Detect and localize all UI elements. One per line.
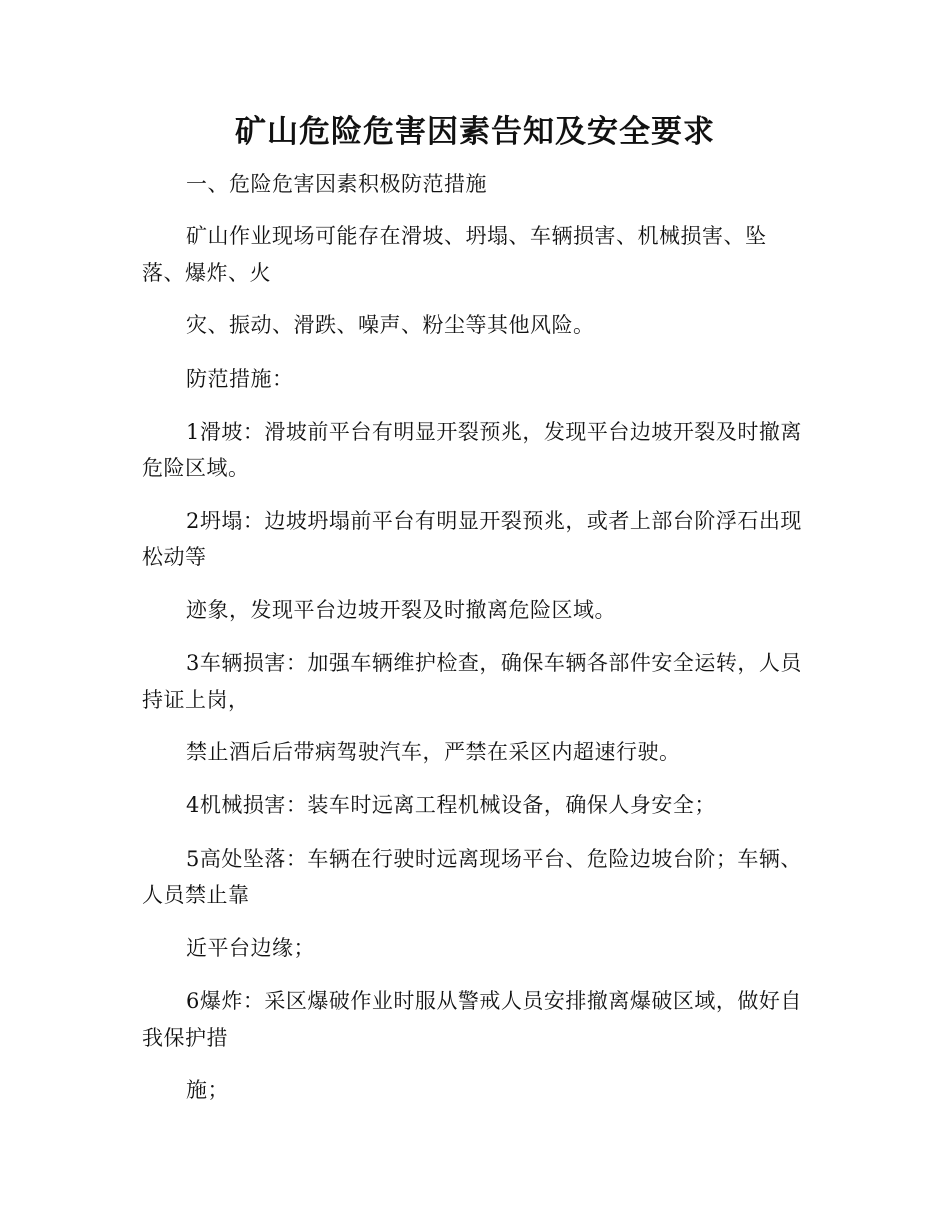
paragraph-line: 灾、振动、滑跌、噪声、粉尘等其他风险。: [186, 313, 595, 337]
paragraph-line: 危险区域。: [142, 456, 250, 480]
paragraph-line: 4机械损害：装车时远离工程机械设备，确保人身安全；: [186, 793, 716, 817]
section-heading: 一、危险危害因素积极防范措施: [186, 172, 487, 196]
paragraph-line: 我保护措: [142, 1026, 228, 1050]
paragraph-line: 近平台边缘；: [186, 936, 315, 960]
paragraph-line: 3车辆损害：加强车辆维护检查，确保车辆各部件安全运转，人员: [186, 651, 802, 675]
paragraph-line: 人员禁止靠: [142, 883, 250, 907]
paragraph-line: 矿山作业现场可能存在滑坡、坍塌、车辆损害、机械损害、坠: [186, 224, 767, 248]
paragraph-line: 施；: [186, 1078, 229, 1102]
document-title: 矿山危险危害因素告知及安全要求: [235, 114, 715, 150]
paragraph-line: 5高处坠落：车辆在行驶时远离现场平台、危险边坡台阶；车辆、: [186, 847, 802, 871]
paragraph-line: 松动等: [142, 545, 207, 569]
paragraph-line: 禁止酒后后带病驾驶汽车，严禁在采区内超速行驶。: [186, 740, 681, 764]
paragraph-line: 2坍塌：边坡坍塌前平台有明显开裂预兆，或者上部台阶浮石出现: [186, 509, 802, 533]
paragraph-line: 落、爆炸、火: [142, 261, 271, 285]
paragraph-line: 持证上岗，: [142, 688, 250, 712]
paragraph-line: 防范措施：: [186, 367, 294, 391]
paragraph-line: 1滑坡：滑坡前平台有明显开裂预兆，发现平台边坡开裂及时撤离: [186, 420, 802, 444]
paragraph-line: 迹象，发现平台边坡开裂及时撤离危险区域。: [186, 598, 616, 622]
paragraph-line: 6爆炸：采区爆破作业时服从警戒人员安排撤离爆破区域，做好自: [186, 989, 802, 1013]
